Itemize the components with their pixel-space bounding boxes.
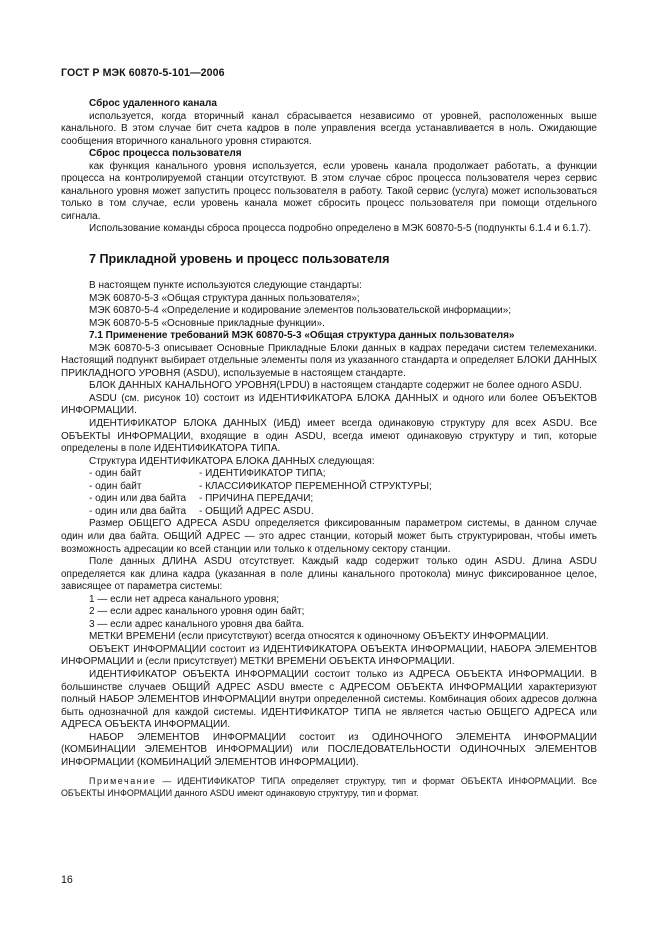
structure-row bbox=[61, 493, 597, 506]
paragraph: ASDU (см. рисунок 10) состоит из ИДЕНТИФИКАТОРА БЛОКА ДАННЫХ и одного или более ОБЪЕКТОВ ИНФОРМАЦИИ. bbox=[61, 392, 597, 417]
paragraph: МЭК 60870-5-3 описывает Основные Прикладные Блоки данных в кадрах передачи систем телемеханики. Настоящий подпункт выбирает отдельные элементы поля из указанного стандарта и определяет БЛОКИ ДАННЫХ ПРИКЛАДНОГО УРОВНЯ (ASDU), используемые в настоящем стандарте. bbox=[61, 342, 597, 379]
document-header: ГОСТ Р МЭК 60870-5-101—2006 bbox=[61, 67, 225, 79]
paragraph: Размер ОБЩЕГО АДРЕСА ASDU определяется фиксированным параметром системы, в данном случае один или два байта. ОБЩИЙ АДРЕС — это адрес станции, который может быть структурирован, чтобы иметь возможность адресации ко всей станции или только к отдельному сектору станции. bbox=[61, 518, 597, 555]
paragraph: МЕТКИ ВРЕМЕНИ (если присутствуют) всегда относятся к одиночному ОБЪЕКТУ ИНФОРМАЦИИ. bbox=[89, 631, 549, 643]
list-option: 3 — если адрес канального уровня два байта. bbox=[89, 618, 305, 630]
page-number: 16 bbox=[61, 874, 73, 886]
paragraph: как функция канального уровня используется, если уровень канала продолжает работать, а функции процесса на контролируемой станции отсутствуют. В этом случае сброс процесса пользователя через сервис канального уровня может запустить процесс пользователя в работу. Такой сервис (услуга) может использоваться только в том случае, если уровень канала может сбросить процесс пользователя при помощи отдельного сигнала. bbox=[61, 160, 597, 222]
paragraph: ОБЪЕКТ ИНФОРМАЦИИ состоит из ИДЕНТИФИКАТОРА ОБЪЕКТА ИНФОРМАЦИИ, НАБОРА ЭЛЕМЕНТОВ ИНФОРМАЦИИ и (если присутствует) МЕТКИ ВРЕМЕНИ ОБЪЕКТА ИНФОРМАЦИИ. bbox=[61, 643, 597, 668]
paragraph: НАБОР ЭЛЕМЕНТОВ ИНФОРМАЦИИ состоит из ОДИНОЧНОГО ЭЛЕМЕНТА ИНФОРМАЦИИ (КОМБИНАЦИИ ЭЛЕМЕНТОВ ИНФОРМАЦИИ) или ПОСЛЕДОВАТЕЛЬНОСТИ ОДИНОЧНЫХ ЭЛЕМЕНТОВ ИНФОРМАЦИИ (КОМБИНАЦИЙ ЭЛЕМЕНТОВ ИНФОРМАЦИИ). bbox=[61, 731, 597, 768]
list-option: 2 — если адрес канального уровня один байт; bbox=[89, 606, 305, 618]
paragraph: Структура ИДЕНТИФИКАТОРА БЛОКА ДАННЫХ следующая: bbox=[89, 455, 375, 467]
structure-row bbox=[61, 506, 597, 519]
document-body bbox=[61, 98, 597, 799]
paragraph: ИДЕНТИФИКАТОР БЛОКА ДАННЫХ (ИБД) имеет всегда одинаковую структуру для всех ASDU. Все ОБЪЕКТЫ ИНФОРМАЦИИ, входящие в один ASDU, всегда имеют одинаковую структуру и тип, которые определены в поле ИДЕНТИФИКАТОРА ТИПА. bbox=[61, 418, 597, 455]
structure-size: - один байт bbox=[89, 480, 142, 492]
note-label: Примечание bbox=[89, 776, 157, 787]
structure-field: - ИДЕНТИФИКАТОР ТИПА; bbox=[199, 468, 326, 480]
structure-field: - ПРИЧИНА ПЕРЕДАЧИ; bbox=[199, 493, 314, 505]
paragraph: В настоящем пункте используются следующие стандарты: bbox=[89, 280, 362, 292]
subsection-heading-7-1: 7.1 Применение требований МЭК 60870-5-3 «Общая структура данных пользователя» bbox=[89, 330, 515, 342]
structure-field: - КЛАССИФИКАТОР ПЕРЕМЕННОЙ СТРУКТУРЫ; bbox=[199, 480, 432, 492]
paragraph: Использование команды сброса процесса подробно определено в МЭК 60870-5-5 (подпункты 6.1.4 и 6.1.7). bbox=[89, 223, 592, 235]
note-text: — ИДЕНТИФИКАТОР ТИПА определяет структуру, тип и формат ОБЪЕКТА ИНФОРМАЦИИ. Все ОБЪЕКТЫ ИНФОРМАЦИИ данного ASDU имеют одинаковую структуру, тип и формат. bbox=[61, 776, 597, 799]
section-heading-7: 7 Прикладной уровень и процесс пользователя bbox=[89, 252, 390, 267]
structure-row bbox=[61, 468, 597, 481]
list-option: 1 — если нет адреса канального уровня; bbox=[89, 593, 280, 605]
structure-row bbox=[61, 481, 597, 494]
structure-size: - один байт bbox=[89, 468, 142, 480]
standard-ref: МЭК 60870-5-3 «Общая структура данных пользователя»; bbox=[89, 292, 360, 304]
structure-list bbox=[61, 468, 597, 518]
paragraph: Поле данных ДЛИНА ASDU отсутствует. Каждый кадр содержит только один ASDU. Длина ASDU определяется как длина кадра (указанная в поле длины канального протокола) минус фиксированное целое, зависящее от параметра системы: bbox=[61, 556, 597, 593]
paragraph: БЛОК ДАННЫХ КАНАЛЬНОГО УРОВНЯ(LPDU) в настоящем стандарте содержит не более одного ASDU. bbox=[89, 380, 582, 392]
note bbox=[61, 775, 597, 799]
standard-ref: МЭК 60870-5-5 «Основные прикладные функции». bbox=[89, 317, 325, 329]
paragraph: ИДЕНТИФИКАТОР ОБЪЕКТА ИНФОРМАЦИИ состоит только из АДРЕСА ОБЪЕКТА ИНФОРМАЦИИ. В большинстве случаев ОБЩИЙ АДРЕС ASDU вместе с АДРЕСОМ ОБЪЕКТА ИНФОРМАЦИИ характеризуют полный НАБОР ЭЛЕМЕНТОВ ИНФОРМАЦИИ внутри определенной системы. Комбинация обоих адресов должна быть однозначной для каждой системы. ИДЕНТИФИКАТОР ТИПА не является частью ОБЩЕГО АДРЕСА или АДРЕСА ОБЪЕКТА ИНФОРМАЦИИ. bbox=[61, 668, 597, 731]
standard-ref: МЭК 60870-5-4 «Определение и кодирование элементов пользовательской информации»; bbox=[89, 305, 512, 317]
structure-size: - один или два байта bbox=[89, 493, 187, 505]
structure-field: - ОБЩИЙ АДРЕС ASDU. bbox=[199, 505, 314, 517]
paragraph: используется, когда вторичный канал сбрасывается независимо от уровней, расположенных выше канального. В этом случае бит счета кадров в поле управления всегда устанавливается в ноль. Ожидающие сообщения вторичного канального уровня стираются. bbox=[61, 110, 597, 147]
structure-size: - один или два байта bbox=[89, 505, 187, 517]
subheading-reset-user-process: Сброс процесса пользователя bbox=[89, 148, 242, 160]
subheading-reset-remote-channel: Сброс удаленного канала bbox=[89, 98, 217, 109]
